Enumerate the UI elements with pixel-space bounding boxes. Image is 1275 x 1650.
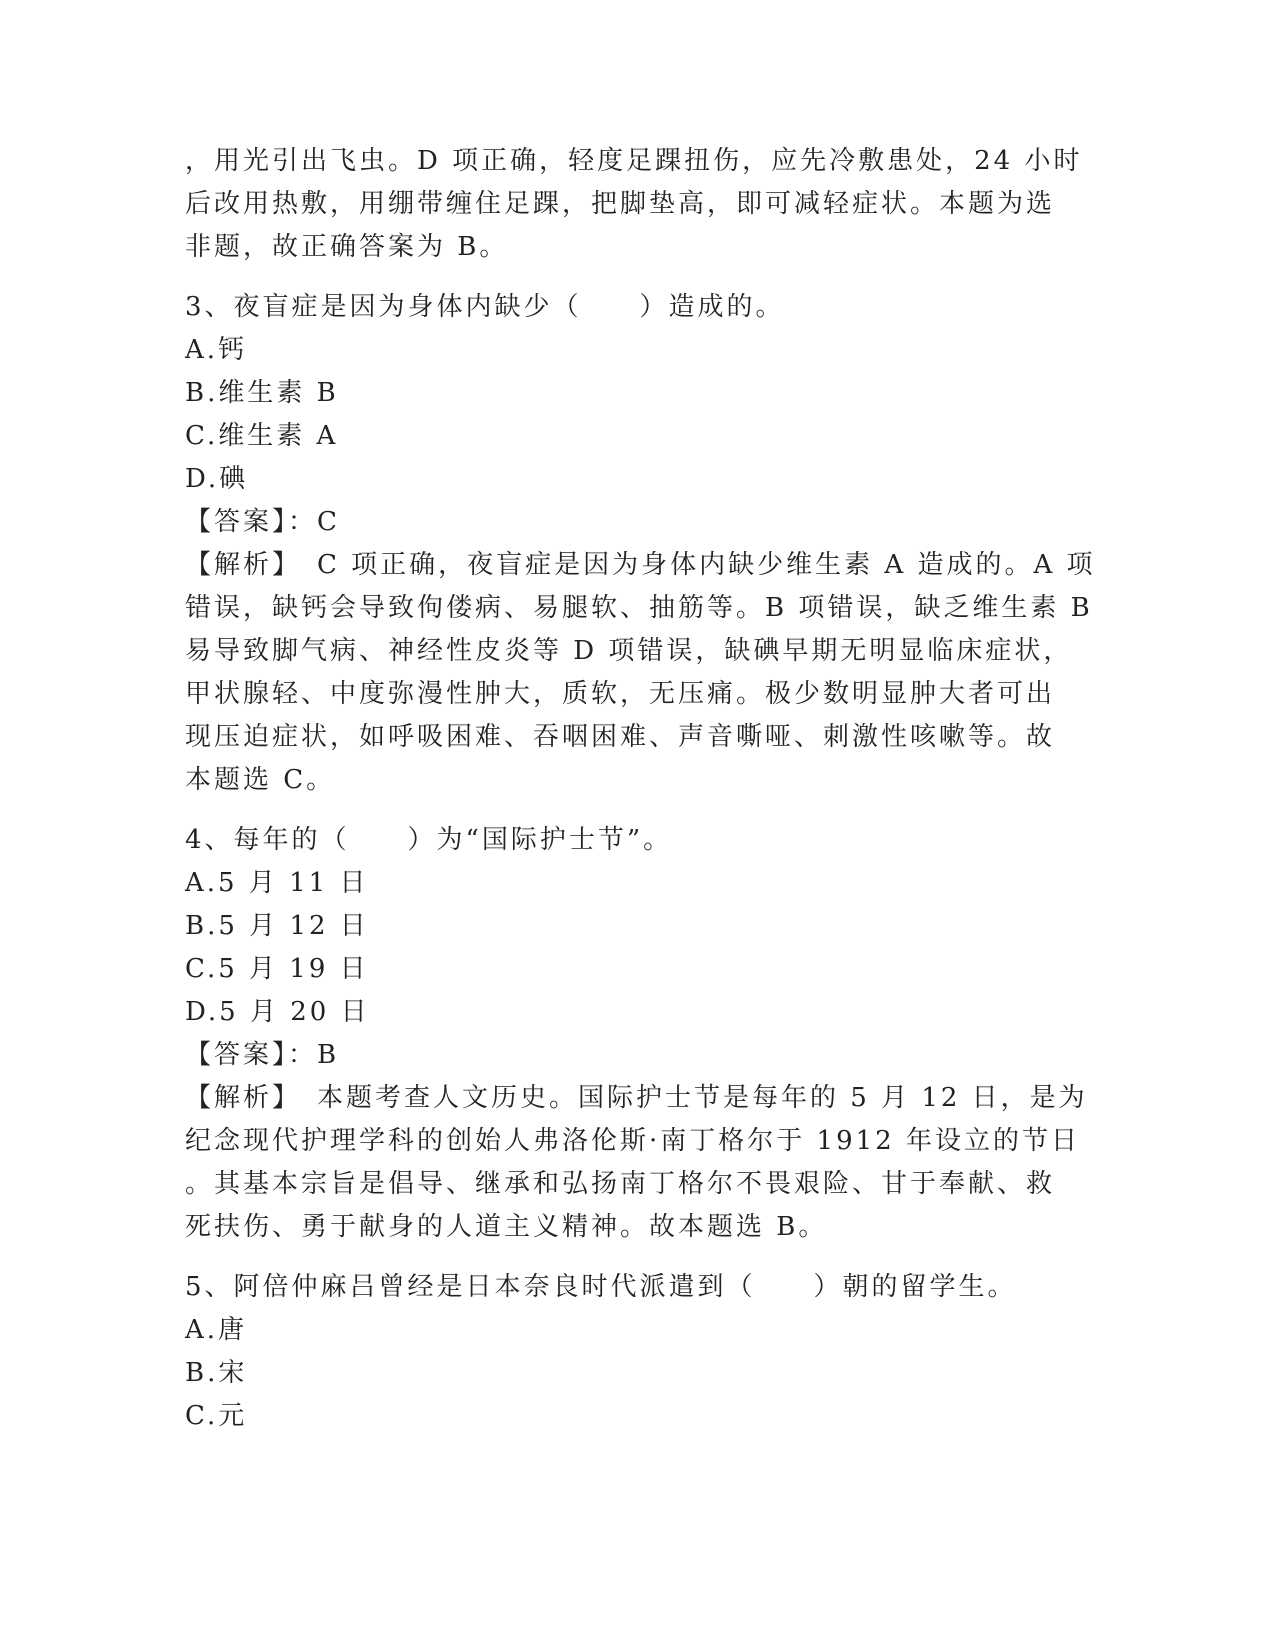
option-d: D.碘 bbox=[185, 464, 249, 494]
question-3 bbox=[185, 286, 1096, 802]
option-a: A.5 月 11 日 bbox=[185, 868, 369, 898]
analysis-line: 错误，缺钙会导致佝偻病、易腿软、抽筋等。B 项错误，缺乏维生素 B bbox=[185, 593, 1093, 623]
question-stem: 5、阿倍仲麻吕曾经是日本奈良时代派遣到（ ）朝的留学生。 bbox=[185, 1272, 1017, 1302]
question-5 bbox=[185, 1266, 1085, 1438]
analysis-line: 【解析】 C 项正确，夜盲症是因为身体内缺少维生素 A 造成的。A 项 bbox=[185, 550, 1096, 580]
option-d: D.5 月 20 日 bbox=[185, 997, 370, 1027]
question-4 bbox=[185, 819, 1088, 1249]
analysis-line: 后改用热敷，用绷带缠住足踝，把脚垫高，即可减轻症状。本题为选 bbox=[185, 189, 1056, 219]
analysis-line: 。其基本宗旨是倡导、继承和弘扬南丁格尔不畏艰险、甘于奉献、救 bbox=[185, 1169, 1056, 1199]
answer: 【答案】：C bbox=[185, 507, 340, 537]
option-c: C.5 月 19 日 bbox=[185, 954, 369, 984]
option-b: B.5 月 12 日 bbox=[185, 911, 369, 941]
q2-analysis-tail bbox=[185, 140, 1085, 269]
analysis-line: 死扶伤、勇于献身的人道主义精神。故本题选 B。 bbox=[185, 1212, 828, 1242]
option-c: C.维生素 A bbox=[185, 421, 339, 451]
analysis-line: 现压迫症状，如呼吸困难、吞咽困难、声音嘶哑、刺激性咳嗽等。故 bbox=[185, 722, 1056, 752]
analysis-line: 非题，故正确答案为 B。 bbox=[185, 232, 509, 262]
analysis-line: 易导致脚气病、神经性皮炎等 D 项错误，缺碘早期无明显临床症状， bbox=[185, 636, 1073, 666]
option-b: B.维生素 B bbox=[185, 378, 339, 408]
question-stem: 4、每年的（ ）为“国际护士节”。 bbox=[185, 825, 673, 855]
analysis-line: 【解析】 本题考查人文历史。国际护士节是每年的 5 月 12 日，是为 bbox=[185, 1083, 1088, 1113]
option-a: A.钙 bbox=[185, 335, 248, 365]
analysis-line: 纪念现代护理学科的创始人弗洛伦斯·南丁格尔于 1912 年设立的节日 bbox=[185, 1126, 1080, 1156]
option-c: C.元 bbox=[185, 1401, 248, 1431]
option-b: B.宋 bbox=[185, 1358, 248, 1388]
option-a: A.唐 bbox=[185, 1315, 248, 1345]
analysis-line: 本题选 C。 bbox=[185, 765, 336, 795]
document-page bbox=[185, 140, 1096, 1438]
analysis-line: ，用光引出飞虫。D 项正确，轻度足踝扭伤，应先冷敷患处，24 小时 bbox=[185, 146, 1083, 176]
analysis-line: 甲状腺轻、中度弥漫性肿大，质软，无压痛。极少数明显肿大者可出 bbox=[185, 679, 1056, 709]
question-stem: 3、夜盲症是因为身体内缺少（ ）造成的。 bbox=[185, 292, 785, 322]
answer: 【答案】：B bbox=[185, 1040, 340, 1070]
